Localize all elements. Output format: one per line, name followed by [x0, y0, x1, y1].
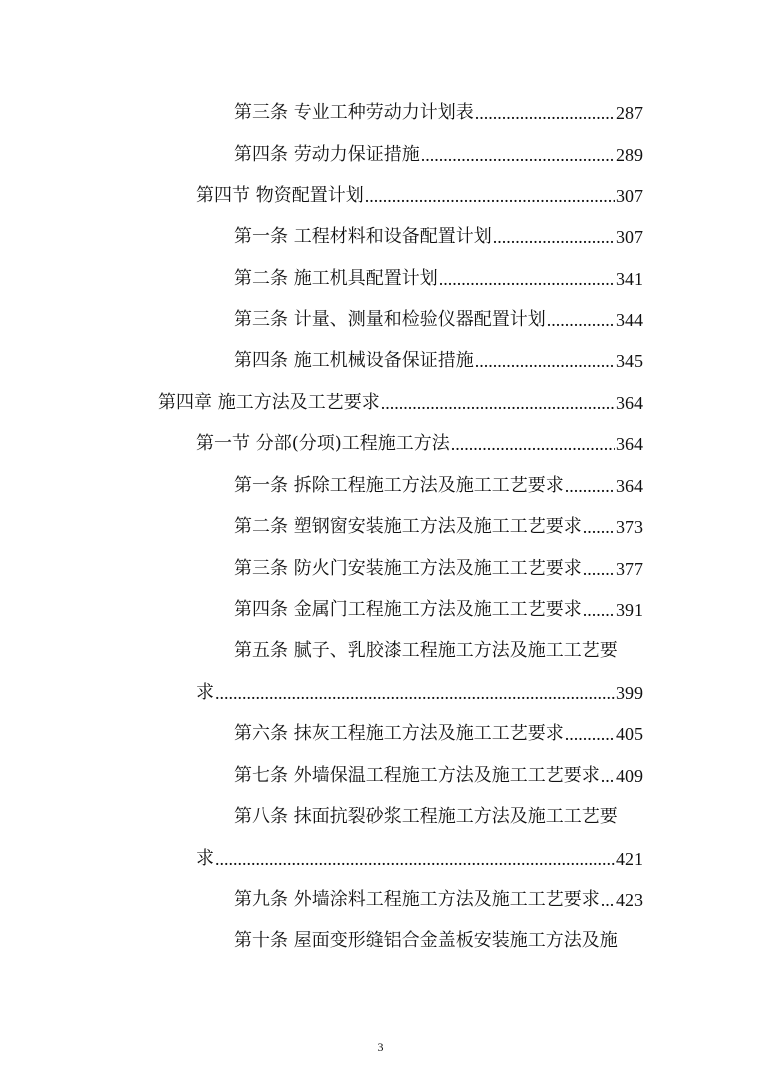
toc-entry-page: 307 — [616, 186, 643, 206]
toc-entry-title: 第四章 施工方法及工艺要求 — [158, 392, 380, 413]
toc-leader-dots — [565, 475, 615, 497]
toc-entry-page: 364 — [616, 476, 643, 496]
toc-leader-dots — [475, 350, 615, 372]
toc-leader-dots — [583, 599, 615, 621]
toc-entry-page: 289 — [616, 145, 643, 165]
toc-entry-page: 364 — [616, 393, 643, 413]
toc-entry-page: 345 — [616, 351, 643, 371]
toc-entry[interactable] — [234, 632, 643, 662]
toc-entry-title: 第四条 金属门工程施工方法及施工工艺要求 — [234, 599, 582, 620]
toc-entry-title: 第四条 施工机械设备保证措施 — [234, 350, 474, 371]
toc-entry[interactable] — [234, 260, 643, 290]
toc-entry-page: 421 — [616, 849, 643, 869]
toc-entry-title: 第十条 屋面变形缝铝合金盖板安装施工方法及施 — [234, 930, 618, 951]
toc-entry[interactable] — [234, 798, 643, 828]
toc-entry[interactable] — [234, 591, 643, 621]
toc-entry-page: 341 — [616, 269, 643, 289]
toc-entry-title: 第一条 工程材料和设备配置计划 — [234, 226, 492, 247]
toc-entry[interactable] — [234, 715, 643, 745]
toc-entry-title: 第六条 抹灰工程施工方法及施工工艺要求 — [234, 723, 564, 744]
toc-entry[interactable] — [234, 218, 643, 248]
toc-entry-page: 409 — [616, 766, 643, 786]
toc-entry-title: 第一节 分部(分项)工程施工方法 — [196, 433, 450, 454]
toc-entry[interactable] — [234, 342, 643, 372]
toc-entry[interactable] — [196, 674, 643, 704]
toc-leader-dots — [475, 102, 615, 124]
toc-leader-dots — [601, 889, 615, 911]
toc-leader-dots — [565, 723, 615, 745]
toc-entry-title: 第二条 施工机具配置计划 — [234, 268, 438, 289]
toc-entry-page: 405 — [616, 724, 643, 744]
toc-entry-page: 307 — [616, 227, 643, 247]
toc-leader-dots — [601, 765, 615, 787]
toc-entry[interactable] — [158, 384, 643, 414]
toc-leader-dots — [215, 848, 615, 870]
toc-entry-title: 第八条 抹面抗裂砂浆工程施工方法及施工工艺要 — [234, 806, 618, 827]
toc-leader-dots — [215, 682, 615, 704]
toc-entry[interactable] — [234, 467, 643, 497]
toc-entry-title: 第一条 拆除工程施工方法及施工工艺要求 — [234, 475, 564, 496]
toc-entry[interactable] — [234, 508, 643, 538]
toc-entry-title: 第三条 防火门安装施工方法及施工工艺要求 — [234, 558, 582, 579]
toc-entry[interactable] — [234, 301, 643, 331]
toc-entry-page: 423 — [616, 890, 643, 910]
toc-leader-dots — [547, 309, 615, 331]
toc-entry[interactable] — [196, 425, 643, 455]
toc-entry[interactable] — [234, 757, 643, 787]
toc-leader-dots — [439, 268, 615, 290]
toc-entry[interactable] — [234, 550, 643, 580]
toc-entry[interactable] — [196, 177, 643, 207]
toc-entry-title: 第二条 塑钢窗安装施工方法及施工工艺要求 — [234, 516, 582, 537]
toc-entry-page: 399 — [616, 683, 643, 703]
toc-leader-dots — [381, 392, 615, 414]
toc-entry-title: 第七条 外墙保温工程施工方法及施工工艺要求 — [234, 765, 600, 786]
toc-entry-title: 第三条 专业工种劳动力计划表 — [234, 102, 474, 123]
toc-entry[interactable] — [196, 840, 643, 870]
toc-leader-dots — [493, 226, 615, 248]
toc-entry-title: 第九条 外墙涂料工程施工方法及施工工艺要求 — [234, 889, 600, 910]
toc-entry-page: 391 — [616, 600, 643, 620]
toc-entry-title: 求 — [196, 848, 214, 869]
toc-leader-dots — [583, 558, 615, 580]
toc-entry-page: 364 — [616, 434, 643, 454]
toc-entry-page: 344 — [616, 310, 643, 330]
toc-leader-dots — [365, 185, 615, 207]
toc-entry-title: 第三条 计量、测量和检验仪器配置计划 — [234, 309, 546, 330]
toc-entry-page: 287 — [616, 103, 643, 123]
footer-page-number: 3 — [377, 1040, 384, 1054]
toc-entry[interactable] — [234, 881, 643, 911]
toc-leader-dots — [421, 144, 615, 166]
toc-entry-title: 第四条 劳动力保证措施 — [234, 144, 420, 165]
toc-entry-title: 求 — [196, 682, 214, 703]
toc-entry[interactable] — [234, 136, 643, 166]
toc-leader-dots — [451, 433, 615, 455]
toc-entry-title: 第五条 腻子、乳胶漆工程施工方法及施工工艺要 — [234, 640, 618, 661]
toc-entry[interactable] — [234, 922, 643, 952]
toc-entry-title: 第四节 物资配置计划 — [196, 185, 364, 206]
toc-entry[interactable] — [234, 94, 643, 124]
toc-entry-page: 377 — [616, 559, 643, 579]
toc-entry-page: 373 — [616, 517, 643, 537]
toc-leader-dots — [583, 516, 615, 538]
